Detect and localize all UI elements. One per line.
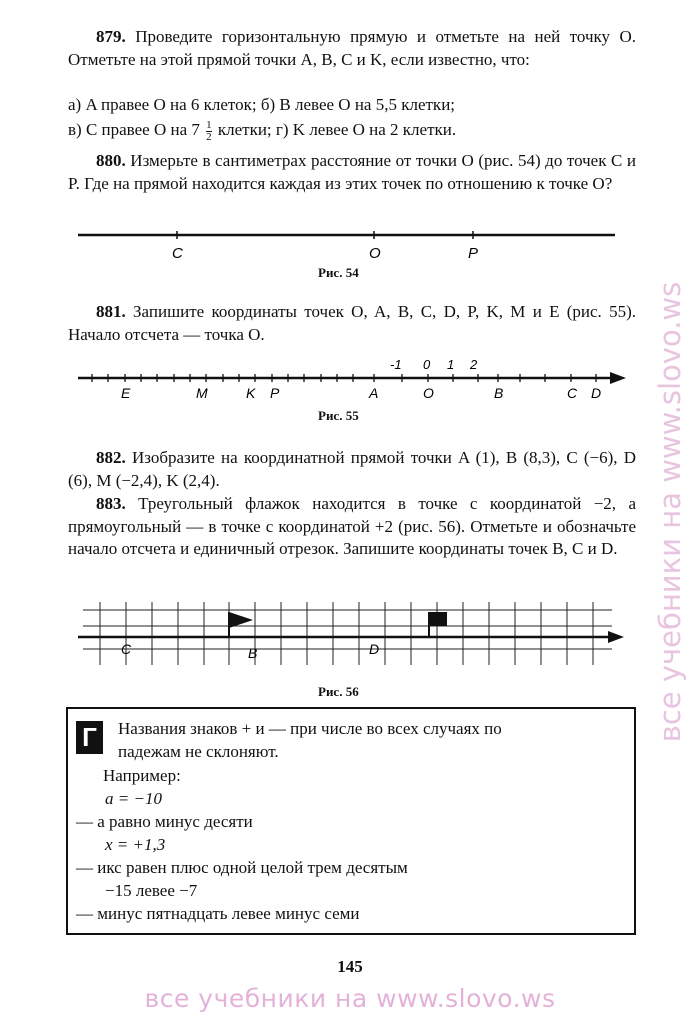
fig56-label-b: B bbox=[248, 645, 258, 661]
page-number: 145 bbox=[337, 957, 363, 976]
rule-example-title: Например: bbox=[103, 766, 181, 785]
exercise-880 bbox=[68, 150, 636, 195]
fig55-label-m: M bbox=[196, 385, 208, 401]
exercise-879-line-a: а) A правее O на 6 клеток; б) B левее O на 5,5 клетки; bbox=[68, 95, 456, 114]
watermark-bottom: все учебники на www.slovo.ws bbox=[144, 984, 556, 1013]
fig55-label-k: K bbox=[246, 385, 256, 401]
figure-55 bbox=[0, 352, 700, 404]
fig55-top-label-minus1: -1 bbox=[390, 357, 402, 372]
exercise-880-number: 880. bbox=[96, 151, 126, 170]
exercise-881-text: Запишите координаты точек O, A, B, C, D, P, K, M и E (рис. 55). Начало отсчета — точка O. bbox=[68, 302, 636, 344]
rectangular-flag-icon bbox=[429, 612, 447, 626]
fig55-label-a: A bbox=[369, 385, 379, 401]
watermark-side: все учебники на www.slovo.ws bbox=[653, 281, 687, 743]
exercise-879-line-v-end: клетки; г) K левее O на 2 клетки. bbox=[217, 120, 457, 139]
grammar-rule-icon: Г bbox=[76, 721, 103, 754]
exercise-883-number: 883. bbox=[96, 494, 126, 513]
figure-54-caption: Рис. 54 bbox=[318, 265, 359, 280]
rule-example-1-reading: — a равно минус десяти bbox=[76, 812, 253, 831]
figure-56-caption: Рис. 56 bbox=[318, 684, 359, 699]
exercise-881-number: 881. bbox=[96, 302, 126, 321]
rule-line-1: Названия знаков + и — при числе во всех случаях по bbox=[118, 719, 502, 738]
fig54-label-c: C bbox=[172, 245, 183, 262]
fig55-top-label-1: 1 bbox=[447, 357, 455, 372]
rule-example-2: x = +1,3 bbox=[105, 835, 166, 854]
fig56-grid bbox=[83, 602, 612, 665]
figure-54 bbox=[0, 222, 700, 264]
rule-line-2: падежам не склоняют. bbox=[118, 742, 279, 761]
exercise-879-number: 879. bbox=[96, 27, 126, 46]
fig55-label-b: B bbox=[494, 385, 504, 401]
fraction-numerator: 1 bbox=[206, 118, 212, 131]
fig55-label-o: O bbox=[423, 385, 434, 401]
fig55-label-e: E bbox=[121, 385, 131, 401]
rule-example-3: −15 левее −7 bbox=[105, 881, 198, 900]
exercise-883 bbox=[68, 493, 636, 561]
exercise-879 bbox=[68, 26, 636, 71]
exercise-879-line-v bbox=[68, 117, 636, 143]
rule-example-3-reading: — минус пятнадцать левее минус семи bbox=[76, 904, 360, 923]
fig55-top-label-2: 2 bbox=[470, 357, 478, 372]
exercise-883-text: Треугольный флажок находится в точке с координатой −2, а прямоугольный — в точке с координатой +2 (рис. 56). Отметьте и обозначьте начало отсчета и единичный отрезок. Запишите координаты точек B, C и D. bbox=[68, 494, 637, 558]
fig56-label-d: D bbox=[369, 641, 380, 657]
fraction-denominator: 2 bbox=[206, 130, 212, 143]
fig55-label-c: C bbox=[567, 385, 578, 401]
fig54-label-o: O bbox=[369, 245, 381, 262]
exercise-881 bbox=[68, 301, 636, 346]
fig55-arrow bbox=[610, 372, 626, 384]
exercise-879-line-v-start: в) C правее O на 7 bbox=[68, 120, 200, 139]
figure-56 bbox=[0, 600, 700, 668]
exercise-882-text: Изобразите на координатной прямой точки A (1), B (8,3), C (−6), D (6), M (−2,4), K (2,4). bbox=[68, 448, 636, 490]
exercise-882 bbox=[68, 447, 636, 492]
fraction-one-half bbox=[206, 120, 212, 143]
exercise-879-text: Проведите горизонтальную прямую и отметьте на ней точку O. Отметьте на этой прямой точки A, B, C и K, если известно, что: bbox=[68, 27, 636, 69]
fig56-arrow bbox=[608, 631, 624, 643]
exercise-882-number: 882. bbox=[96, 448, 126, 467]
fig56-label-c: C bbox=[121, 641, 132, 657]
rule-example-1: a = −10 bbox=[105, 789, 162, 808]
fig55-label-d: D bbox=[591, 385, 602, 401]
rule-example-2-reading: — икс равен плюс одной целой трем десятым bbox=[76, 858, 408, 877]
exercise-880-text: Измерьте в сантиметрах расстояние от точки O (рис. 54) до точек C и P. Где на прямой находится каждая из этих точек по отношению к точке O? bbox=[68, 151, 636, 193]
fig54-label-p: P bbox=[468, 245, 479, 262]
fig55-label-p: P bbox=[270, 385, 280, 401]
fig55-top-label-0: 0 bbox=[423, 357, 431, 372]
figure-55-caption: Рис. 55 bbox=[318, 408, 359, 423]
